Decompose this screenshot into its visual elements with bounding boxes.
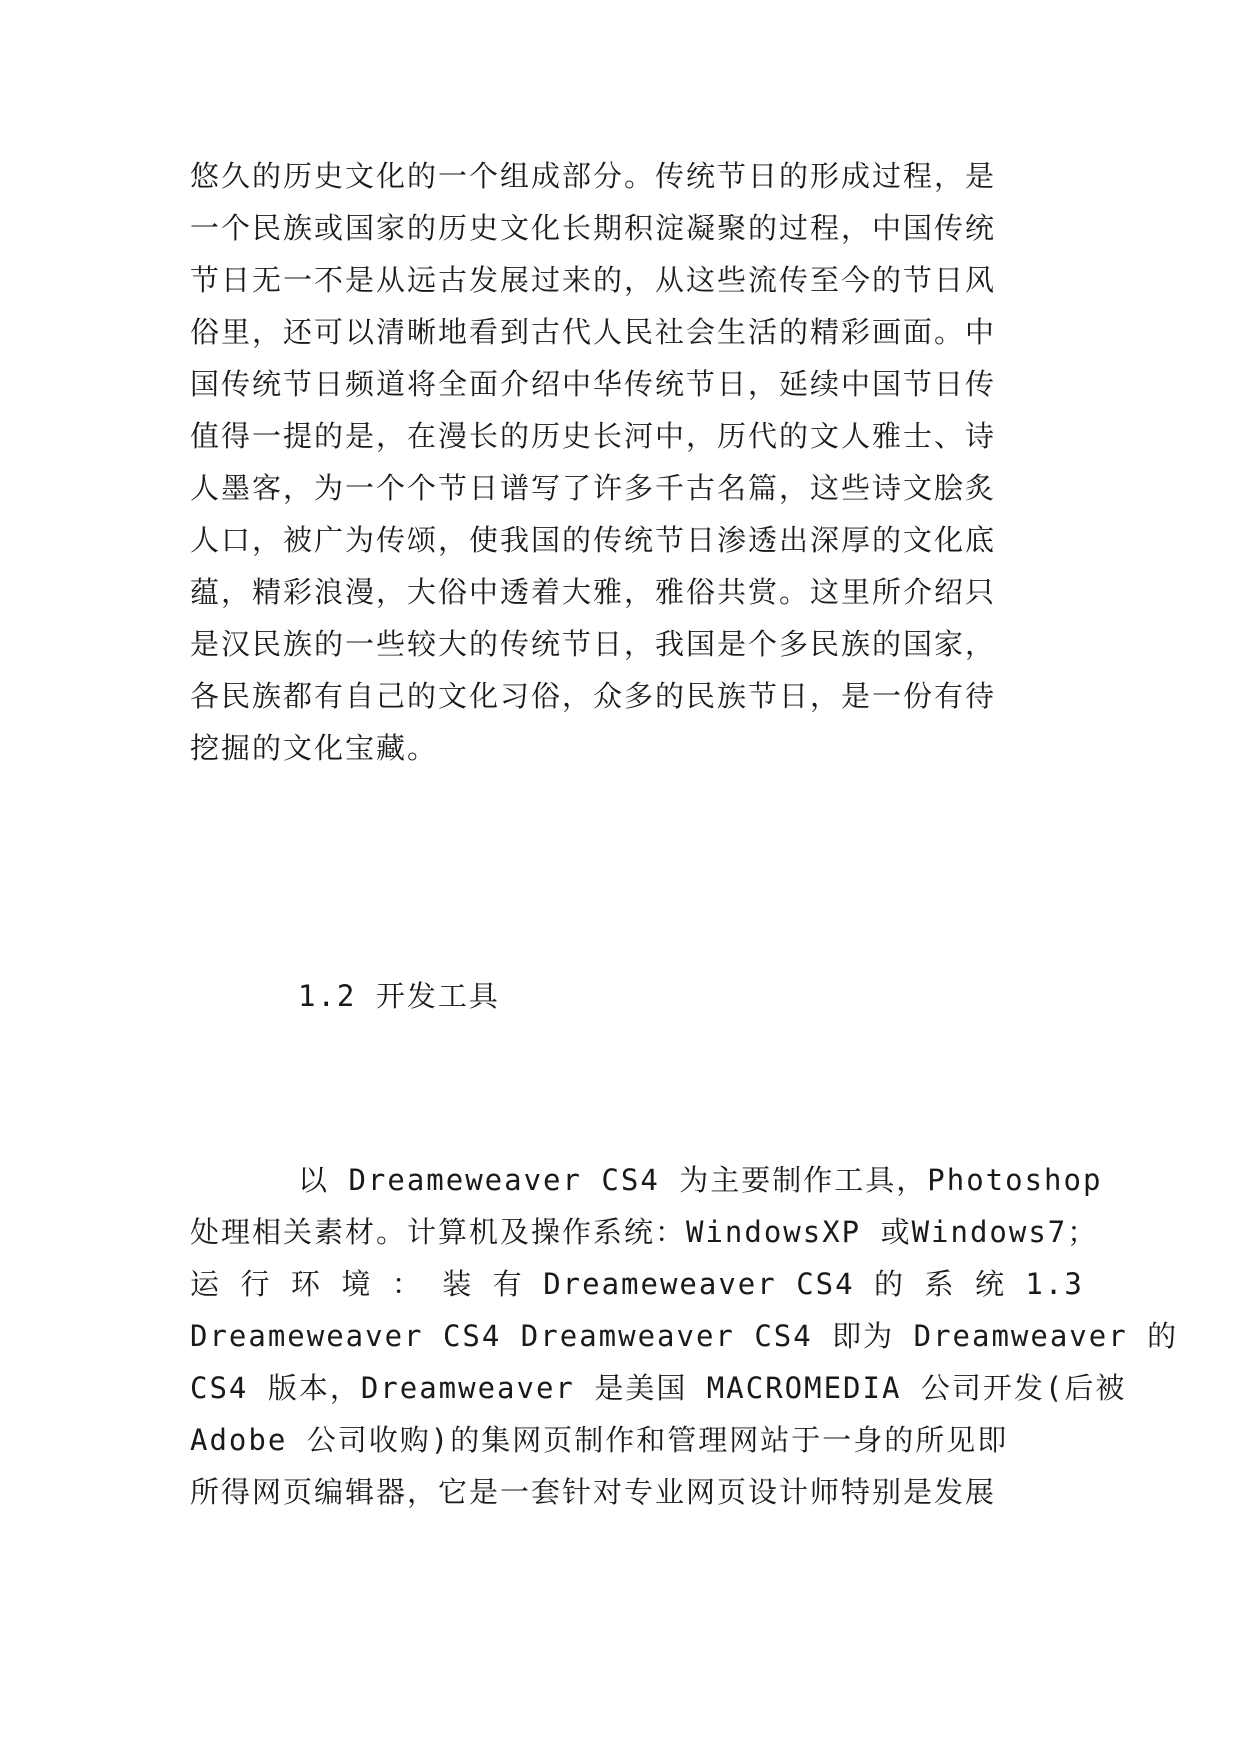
paragraph1-line-4: 俗里，还可以清晰地看到古代人民社会生活的精彩画面。中	[190, 315, 997, 349]
paragraph1-line-1: 悠久的历史文化的一个组成部分。传统节日的形成过程，是	[190, 159, 997, 193]
paragraph2-line-2: 处理相关素材。计算机及操作系统：WindowsXP 或Windows7；	[190, 1215, 1099, 1249]
section-heading: 1.2 开发工具	[298, 979, 500, 1013]
paragraph2-line-7: 所得网页编辑器，它是一套针对专业网页设计师特别是发展	[190, 1475, 997, 1509]
paragraph2-line-3: 运 行 环 境 ： 装 有 Dreameweaver CS4 的 系 统 1.3	[190, 1267, 1084, 1301]
paragraph1-line-7: 人墨客，为一个个节日谱写了许多千古名篇，这些诗文脍炙	[190, 471, 997, 505]
paragraph2-line-6: Adobe 公司收购)的集网页制作和管理网站于一身的所见即	[190, 1423, 1009, 1457]
paragraph2-line-5: CS4 版本，Dreamweaver 是美国 MACROMEDIA 公司开发(后被	[190, 1371, 1127, 1405]
paragraph1-line-9: 蕴，精彩浪漫，大俗中透着大雅，雅俗共赏。这里所介绍只	[190, 575, 997, 609]
paragraph2-line-1: 以 Dreameweaver CS4 为主要制作工具，Photoshop	[298, 1163, 1103, 1197]
paragraph1-line-12: 挖掘的文化宝藏。	[190, 731, 439, 765]
paragraph1-line-11: 各民族都有自己的文化习俗，众多的民族节日，是一份有待	[190, 679, 997, 713]
paragraph1-line-3: 节日无一不是从远古发展过来的，从这些流传至今的节日风	[190, 263, 997, 297]
paragraph1-line-6: 值得一提的是，在漫长的历史长河中，历代的文人雅士、诗	[190, 419, 997, 453]
paragraph1-line-10: 是汉民族的一些较大的传统节日，我国是个多民族的国家，	[190, 627, 997, 661]
paragraph1-line-2: 一个民族或国家的历史文化长期积淀凝聚的过程，中国传统	[190, 211, 997, 245]
paragraph1-line-5: 国传统节日频道将全面介绍中华传统节日，延续中国节日传	[190, 367, 997, 401]
paragraph1-line-8: 人口，被广为传颂，使我国的传统节日渗透出深厚的文化底	[190, 523, 997, 557]
paragraph2-line-4: Dreameweaver CS4 Dreamweaver CS4 即为 Dreamweaver 的	[190, 1319, 1179, 1353]
